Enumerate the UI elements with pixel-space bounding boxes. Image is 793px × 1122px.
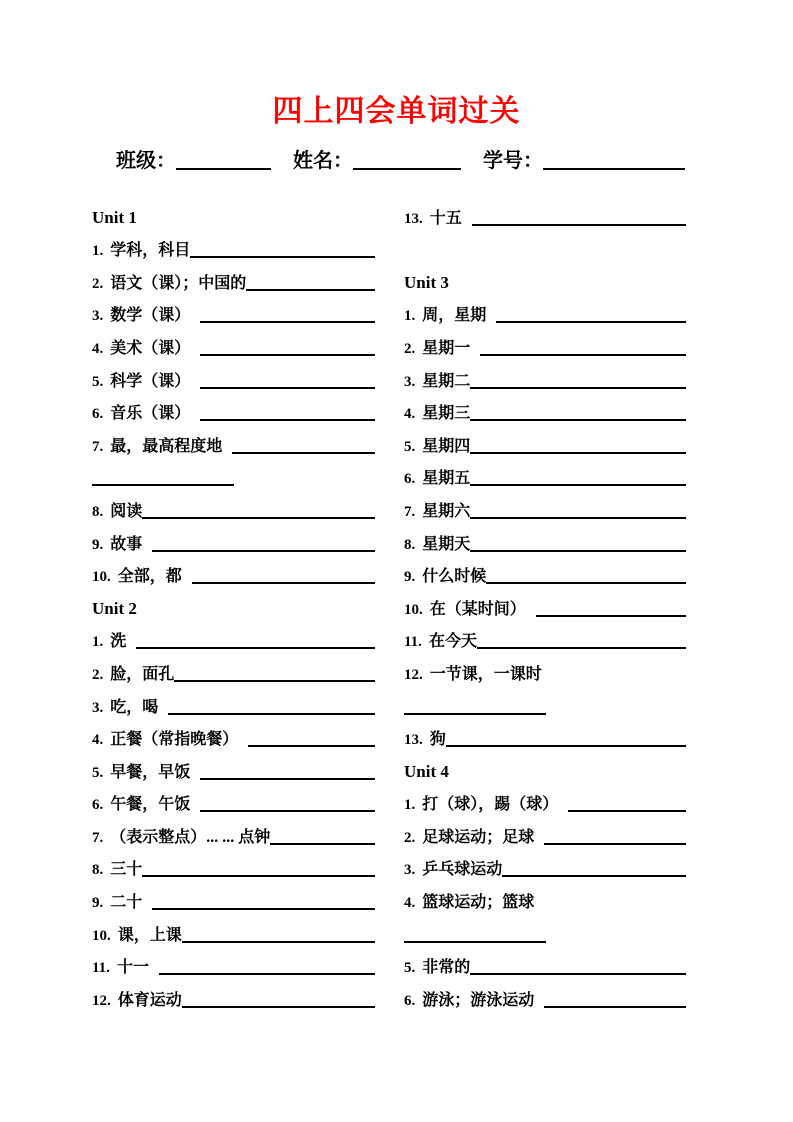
item-number: 4. — [404, 895, 416, 912]
name-blank-line — [353, 168, 461, 170]
continuation-blank-line-row — [404, 689, 686, 722]
item-chinese-text: 非常的 — [422, 959, 471, 977]
item-number: 5. — [404, 438, 416, 455]
answer-blank-line — [182, 941, 375, 943]
item-chinese-text: 洗 — [110, 633, 127, 651]
item-chinese-text: 音乐（课） — [110, 405, 191, 423]
item-number: 9. — [404, 569, 416, 586]
answer-blank-line — [496, 321, 686, 323]
item-number: 7. — [92, 829, 104, 846]
word-item-row — [92, 298, 375, 331]
answer-blank-line — [200, 321, 375, 323]
item-number: 3. — [92, 308, 104, 325]
item-number: 6. — [92, 797, 104, 814]
word-item-row — [92, 819, 375, 852]
word-item-row — [404, 461, 686, 494]
item-number: 10. — [92, 927, 111, 944]
item-number: 2. — [404, 829, 416, 846]
word-item-row — [92, 428, 375, 461]
item-number: 8. — [92, 862, 104, 879]
item-chinese-text: 十五 — [429, 209, 462, 227]
answer-blank-line — [182, 1006, 375, 1008]
item-chinese-text: 乒乓球运动 — [422, 861, 503, 879]
word-item-row — [92, 559, 375, 592]
answer-blank-line — [404, 713, 546, 715]
item-chinese-text: 吃，喝 — [110, 698, 159, 716]
answer-blank-line — [470, 452, 686, 454]
word-item-row — [404, 950, 686, 983]
word-item-row — [92, 493, 375, 526]
unit-heading-label: Unit 1 — [92, 207, 137, 227]
item-chinese-text: （表示整点）... ... 点钟 — [110, 828, 271, 846]
item-chinese-text: 阅读 — [110, 502, 143, 520]
answer-blank-line — [246, 289, 375, 291]
item-number: 13. — [404, 210, 423, 227]
item-number: 11. — [92, 960, 110, 977]
item-chinese-text: 午餐，午饭 — [110, 796, 191, 814]
answer-blank-line — [568, 810, 686, 812]
unit-heading-label: Unit 2 — [92, 598, 137, 618]
continuation-blank-line-row — [92, 461, 375, 494]
item-chinese-text: 足球运动；足球 — [422, 828, 535, 846]
unit-heading-label: Unit 4 — [404, 761, 449, 781]
item-chinese-text: 十一 — [116, 959, 149, 977]
answer-blank-line — [544, 1006, 686, 1008]
answer-blank-line — [159, 973, 375, 975]
item-chinese-text: 正餐（常指晚餐） — [110, 731, 239, 749]
item-chinese-text: 课，上课 — [117, 926, 182, 944]
item-chinese-text: 游泳；游泳运动 — [422, 991, 535, 1009]
word-item-row — [404, 330, 686, 363]
item-chinese-text: 三十 — [110, 861, 143, 879]
word-item-row — [404, 852, 686, 885]
item-chinese-text: 最，最高程度地 — [110, 437, 223, 455]
word-item-row — [92, 624, 375, 657]
unit-heading — [92, 200, 375, 233]
item-number: 4. — [404, 406, 416, 423]
answer-blank-line — [470, 419, 686, 421]
item-number: 2. — [92, 275, 104, 292]
item-number: 1. — [92, 634, 104, 651]
item-number: 6. — [404, 992, 416, 1009]
answer-blank-line — [200, 419, 375, 421]
word-item-row — [92, 884, 375, 917]
word-item-row — [92, 233, 375, 266]
word-item-row — [92, 950, 375, 983]
answer-blank-line — [470, 517, 686, 519]
item-number: 3. — [404, 862, 416, 879]
item-number: 2. — [92, 666, 104, 683]
answer-blank-line — [446, 745, 686, 747]
class-field — [116, 144, 271, 173]
item-chinese-text: 语文（课）；中国的 — [110, 274, 247, 292]
class-label: 班级： — [116, 150, 176, 172]
student-id-label: 学号： — [483, 150, 543, 172]
item-number: 12. — [404, 666, 423, 683]
word-item-row — [92, 982, 375, 1015]
word-item-row — [404, 624, 686, 657]
answer-blank-line — [480, 354, 686, 356]
item-number: 6. — [92, 406, 104, 423]
word-item-row — [404, 884, 686, 917]
word-item-row — [404, 298, 686, 331]
item-number: 10. — [92, 569, 111, 586]
answer-blank-line — [404, 941, 546, 943]
item-number: 9. — [92, 895, 104, 912]
item-chinese-text: 在（某时间） — [429, 600, 526, 618]
word-item-row — [404, 591, 686, 624]
item-chinese-text: 早餐，早饭 — [110, 763, 191, 781]
item-chinese-text: 故事 — [110, 535, 143, 553]
word-item-row — [92, 689, 375, 722]
word-item-row — [92, 526, 375, 559]
word-item-row — [92, 754, 375, 787]
item-number: 8. — [404, 536, 416, 553]
answer-blank-line — [248, 745, 375, 747]
item-chinese-text: 星期一 — [422, 339, 471, 357]
answer-blank-line — [200, 810, 375, 812]
item-number: 6. — [404, 471, 416, 488]
word-item-row — [404, 396, 686, 429]
blank-row — [404, 233, 686, 266]
answer-blank-line — [152, 908, 375, 910]
item-chinese-text: 一节课，一课时 — [429, 665, 542, 683]
item-number: 12. — [92, 992, 111, 1009]
item-chinese-text: 学科，科目 — [110, 242, 191, 260]
answer-blank-line — [174, 680, 375, 682]
answer-blank-line — [142, 875, 375, 877]
answer-blank-line — [477, 647, 686, 649]
answer-blank-line — [486, 582, 686, 584]
item-chinese-text: 在今天 — [428, 633, 477, 651]
item-number: 3. — [92, 699, 104, 716]
answer-blank-line — [470, 484, 686, 486]
item-number: 1. — [404, 797, 416, 814]
word-item-row — [92, 330, 375, 363]
word-item-row — [404, 200, 686, 233]
word-item-row — [404, 559, 686, 592]
answer-blank-line — [470, 973, 686, 975]
word-item-row — [92, 363, 375, 396]
item-chinese-text: 打（球），踢（球） — [422, 796, 559, 814]
answer-blank-line — [470, 387, 686, 389]
name-field — [293, 144, 461, 173]
answer-blank-line — [232, 452, 375, 454]
item-number: 9. — [92, 536, 104, 553]
word-item-row — [404, 526, 686, 559]
item-chinese-text: 星期四 — [422, 437, 471, 455]
word-item-row — [92, 722, 375, 755]
word-item-row — [404, 787, 686, 820]
answer-blank-line — [192, 582, 375, 584]
class-blank-line — [176, 168, 271, 170]
item-number: 5. — [92, 373, 104, 390]
unit-heading — [92, 591, 375, 624]
answer-blank-line — [136, 647, 375, 649]
item-number: 1. — [92, 243, 104, 260]
item-chinese-text: 星期二 — [422, 372, 471, 390]
item-number: 13. — [404, 732, 423, 749]
answer-blank-line — [536, 615, 686, 617]
answer-blank-line — [502, 875, 686, 877]
answer-blank-line — [544, 843, 686, 845]
word-item-row — [404, 428, 686, 461]
item-chinese-text: 星期三 — [422, 405, 471, 423]
student-id-blank-line — [543, 168, 685, 170]
unit-heading — [404, 265, 686, 298]
answer-blank-line — [92, 484, 234, 486]
item-chinese-text: 体育运动 — [117, 991, 182, 1009]
item-chinese-text: 脸，面孔 — [110, 665, 175, 683]
right-column — [404, 200, 686, 1015]
word-item-row — [92, 265, 375, 298]
item-chinese-text: 全部，都 — [117, 568, 182, 586]
item-number: 4. — [92, 732, 104, 749]
item-number: 11. — [404, 634, 422, 651]
item-chinese-text: 星期五 — [422, 470, 471, 488]
word-item-row — [404, 363, 686, 396]
answer-blank-line — [168, 713, 375, 715]
word-item-row — [92, 787, 375, 820]
item-chinese-text: 周，星期 — [422, 307, 487, 325]
word-item-row — [404, 493, 686, 526]
item-chinese-text: 科学（课） — [110, 372, 191, 390]
item-chinese-text: 数学（课） — [110, 307, 191, 325]
continuation-blank-line-row — [404, 917, 686, 950]
word-item-row — [92, 917, 375, 950]
item-chinese-text: 什么时候 — [422, 568, 487, 586]
answer-blank-line — [470, 550, 686, 552]
item-number: 1. — [404, 308, 416, 325]
item-number: 5. — [404, 960, 416, 977]
student-id-field — [483, 144, 685, 173]
answer-blank-line — [152, 550, 375, 552]
word-item-row — [404, 982, 686, 1015]
answer-blank-line — [270, 843, 375, 845]
word-item-row — [404, 819, 686, 852]
unit-heading — [404, 754, 686, 787]
left-column — [92, 200, 375, 1015]
answer-blank-line — [200, 354, 375, 356]
answer-blank-line — [200, 778, 375, 780]
answer-blank-line — [190, 256, 375, 258]
answer-blank-line — [142, 517, 375, 519]
item-number: 7. — [404, 503, 416, 520]
word-item-row — [404, 722, 686, 755]
page-title: 四上四会单词过关 — [272, 95, 521, 128]
item-number: 5. — [92, 764, 104, 781]
item-number: 3. — [404, 373, 416, 390]
name-label: 姓名： — [293, 150, 353, 172]
item-chinese-text: 篮球运动；篮球 — [422, 894, 535, 912]
word-item-row — [92, 656, 375, 689]
item-number: 10. — [404, 601, 423, 618]
answer-blank-line — [472, 224, 686, 226]
word-item-row — [404, 656, 686, 689]
word-item-row — [92, 396, 375, 429]
item-number: 8. — [92, 503, 104, 520]
student-info-header — [116, 144, 685, 173]
item-chinese-text: 二十 — [110, 894, 143, 912]
item-chinese-text: 星期天 — [422, 535, 471, 553]
item-chinese-text: 美术（课） — [110, 339, 191, 357]
item-chinese-text: 星期六 — [422, 502, 471, 520]
item-number: 2. — [404, 340, 416, 357]
item-number: 7. — [92, 438, 104, 455]
word-list-columns — [92, 200, 686, 1015]
item-number: 4. — [92, 340, 104, 357]
unit-heading-label: Unit 3 — [404, 272, 449, 292]
item-chinese-text: 狗 — [429, 731, 446, 749]
answer-blank-line — [200, 387, 375, 389]
word-item-row — [92, 852, 375, 885]
